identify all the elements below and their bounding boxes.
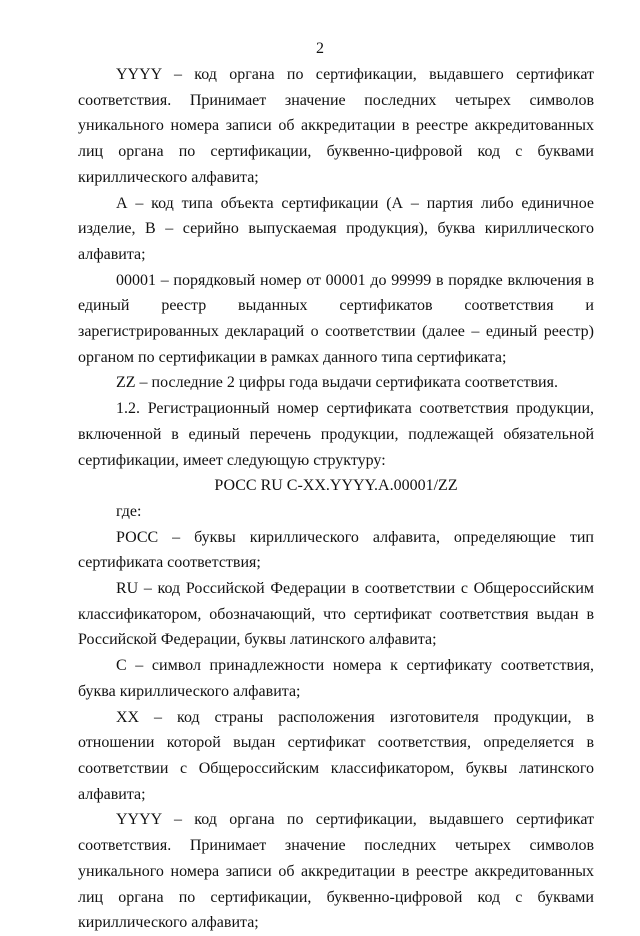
paragraph-a-type-code: А – код типа объекта сертификации (А – партия либо единичное изделие, В – серийно выпускаемая продукция), буква кириллического алфавита; (78, 194, 594, 263)
paragraph-yyyy-code: YYYY – код органа по сертификации, выдавшего сертификат соответствия. Принимает значение последних четырех символов уникального номера записи об аккредитации в реестре аккредитованных лиц органа по сертификации, буквенно-цифровой код с буквами кириллического алфавита; (78, 66, 594, 186)
paragraph-c-symbol: С – символ принадлежности номера к сертификату соответствия, буква кириллического алфавита; (78, 657, 594, 700)
document-body (78, 62, 594, 936)
paragraph-section-1-2: 1.2. Регистрационный номер сертификата соответствия продукции, включенной в единый перечень продукции, подлежащей обязательной сертификации, имеет следующую структуру: (78, 400, 594, 469)
paragraph-yyyy-code-repeat: YYYY – код органа по сертификации, выдавшего сертификат соответствия. Принимает значение последних четырех символов уникального номера записи об аккредитации в реестре аккредитованных лиц органа по сертификации, буквенно-цифровой код с буквами кириллического алфавита; (78, 811, 594, 932)
registration-number-format: РОСС RU С-XX.YYYY.А.00001/ZZ (214, 477, 458, 495)
paragraph-xx-country: XX – код страны расположения изготовителя продукции, в отношении которой выдан сертификат соответствия, определяется в соответствии с Общероссийским классификатором, буквы латинского алфавита; (78, 708, 594, 803)
paragraph-where: где: (116, 502, 142, 520)
paragraph-ru-code: RU – код Российской Федерации в соответствии с Общероссийским классификатором, обозначающий, что сертификат соответствия выдан в Российской Федерации, буквы латинского алфавита; (78, 580, 594, 649)
paragraph-ross-code: РОСС – буквы кириллического алфавита, определяющие тип сертификата соответствия; (78, 528, 594, 572)
paragraph-serial-number: 00001 – порядковый номер от 00001 до 99999 в порядке включения в единый реестр выданных сертификатов соответствия и зарегистрированных деклараций о соответствии (далее – единый реестр) органом по сертификации в рамках данного типа сертификата; (78, 271, 594, 366)
paragraph-zz-year: ZZ – последние 2 цифры года выдачи сертификата соответствия. (116, 374, 558, 392)
page-number: 2 (316, 40, 324, 57)
